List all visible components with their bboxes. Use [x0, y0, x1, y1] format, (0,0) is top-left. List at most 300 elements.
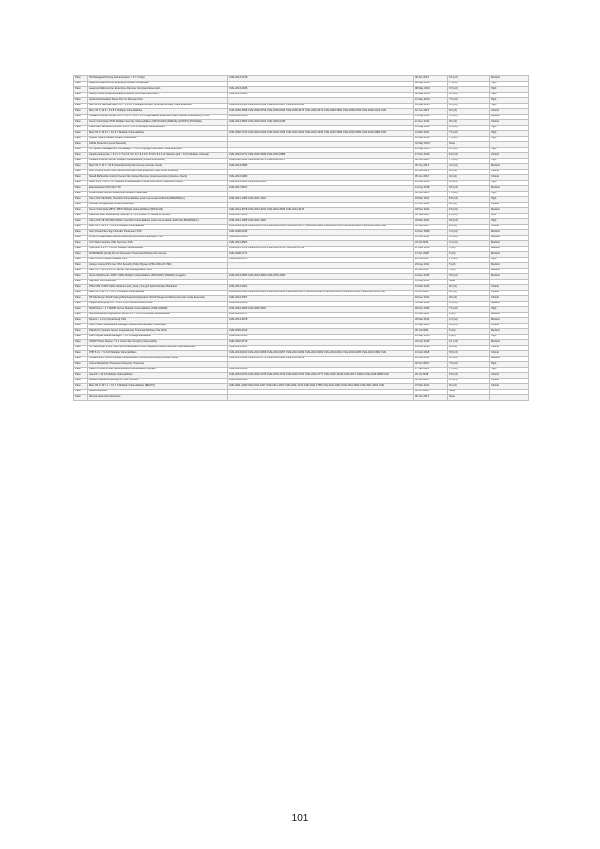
plugin-name-cell: Mac OS X 10.6 < 10.8.4 Multiple Vulnerabilities: [88, 109, 228, 115]
date-cell: 06 Jan 2014: [414, 395, 448, 401]
status-cell: Pass: [74, 340, 88, 346]
date-cell: 03 Nov 2009: [414, 307, 448, 313]
status-cell: Pass: [74, 323, 88, 329]
cvss-cell: 5 (v2): [448, 329, 490, 335]
severity-cell: Medium: [490, 312, 529, 318]
status-cell: Pass: [74, 114, 88, 120]
plugin-name-cell: Arkoa Detection: [88, 389, 228, 395]
plugin-name-cell: Mac OS X 10.5.x < 10.6.7 Multiple Vulnerabilities: [88, 131, 228, 137]
severity-cell: Medium: [490, 274, 529, 280]
date-cell: 11 May 2013: [414, 98, 448, 104]
cvss-cell: 6.8 (v2): [448, 208, 490, 214]
status-cell: Pass: [74, 307, 88, 313]
cve-cell: CVE-2013-2367: [228, 296, 414, 302]
status-cell: Pass: [74, 147, 88, 153]
date-cell: 15 Aug 2018: [414, 114, 448, 120]
cvss-cell: 10 (v2): [448, 224, 490, 230]
status-cell: Pass: [74, 389, 88, 395]
severity-cell: Critical: [490, 224, 529, 230]
cve-cell: CVE-2021-1385 CVE-2021-1601: [228, 197, 414, 203]
status-cell: Pass: [74, 164, 88, 170]
severity-cell: Medium: [490, 252, 529, 258]
plugin-name-cell: Apache Enterprise < 5.0 / 7 / 5.0.13 / 8 / 12 / 8.2.13 / 8.3.8 / 8.4.4 or Splunk Light < 6.5.6 Multiple Vulnerab: [88, 153, 228, 159]
cvss-cell: 8.8 (v3): [448, 153, 490, 159]
status-cell: Pass: [74, 169, 88, 175]
status-cell: Pass: [74, 103, 88, 109]
status-cell: Pass: [74, 334, 88, 340]
date-cell: 10 Jun 2013: [414, 109, 448, 115]
cvss-cell: 7.5 (v2): [448, 367, 490, 373]
severity-cell: Medium: [490, 114, 529, 120]
date-cell: 07 Dec 2015: [414, 246, 448, 252]
date-cell: 05 Jun 2013: [414, 164, 448, 170]
status-cell: Pass: [74, 158, 88, 164]
cvss-cell: None: [448, 142, 490, 148]
status-cell: Pass: [74, 92, 88, 98]
cve-cell: CVE-2016-8851 CVE-2016-8862: [228, 180, 414, 186]
date-cell: 22 Feb 2019: [414, 340, 448, 346]
severity-cell: High: [490, 334, 529, 340]
severity-cell: Critical: [490, 296, 529, 302]
cvss-cell: 4.9 (v2): [448, 164, 490, 170]
plugin-name-cell: BIND 9.9.x / 9.8.x / 9.7 Multiple Vulnerabilities (VMSA-2016-0017) (Remote Check): [88, 180, 228, 186]
cvss-cell: 7.8 (v2): [448, 362, 490, 368]
date-cell: 16 May 2013: [414, 103, 448, 109]
severity-cell: High: [490, 87, 529, 93]
cvss-cell: 10 (v2): [448, 290, 490, 296]
plugin-name-cell: Xerox ColorQube 8700 Multiple Security Vulnerabilities (XRX13-003) (FREAK) (GHOST) (POODLE): [88, 120, 228, 126]
severity-cell: Medium: [490, 318, 529, 324]
cvss-cell: 5 (v2): [448, 268, 490, 274]
cve-cell: CVE-2014-3078 CVE-2014-3231 CVE-2014-3523 CVE-2014-3470: [228, 208, 414, 214]
status-cell: Pass: [74, 367, 88, 373]
status-cell: Pass: [74, 109, 88, 115]
severity-cell: Medium: [490, 208, 529, 214]
cve-cell: CVE-2014-3566 CVE-2015-0204 CVE-2015-0235: [228, 120, 414, 126]
cve-cell: CVE-2013-6420 CVE-2013-6698 CVE-2013-6267 CVE-2013-6269 CVE-2013-6200 CVE-2013-6291 CVE-2013-6295 CVE-2013-6384 CVE: [228, 351, 414, 357]
severity-cell: High: [490, 98, 529, 104]
date-cell: 05 Jun 2011: [414, 224, 448, 230]
cvss-cell: 1.9 (v2): [448, 213, 490, 219]
date-cell: 05 Jun 2013: [414, 169, 448, 175]
cve-cell: CVE-2013-4613: [228, 367, 414, 373]
date-cell: 05 Aug 2016: [414, 125, 448, 131]
cvss-cell: 7.5 (v2): [448, 158, 490, 164]
cvss-cell: 5 (v2): [448, 263, 490, 269]
date-cell: 17 Apr 2008: [414, 252, 448, 258]
cvss-cell: 9.3 (v2): [448, 87, 490, 93]
cve-cell: CVE-2005-3416: [228, 329, 414, 335]
cve-cell: CVE-2016-6772 CVE-2016-0839 CVE-2016-0888: [228, 153, 414, 159]
status-cell: Pass: [74, 191, 88, 197]
cvss-cell: 4.3 (v2): [448, 230, 490, 236]
cvss-cell: 10 (v2): [448, 384, 490, 390]
date-cell: 12 Dec 2008: [414, 230, 448, 236]
severity-cell: High: [490, 362, 529, 368]
cve-cell: CVE-2015-1788 CVE-2015-1789 CVE-2015-1790 CVE-2015-1792: [228, 246, 414, 252]
severity-cell: Critical: [490, 285, 529, 291]
status-cell: Pass: [74, 345, 88, 351]
date-cell: 07 Nov 2014: [414, 202, 448, 208]
date-cell: 17 Nov 2016: [414, 153, 448, 159]
plugin-name-cell: Remote Extender Detection: [88, 395, 228, 401]
cve-cell: CVE-2017-6647: [228, 186, 414, 192]
status-cell: Pass: [74, 246, 88, 252]
status-cell: Pass: [74, 213, 88, 219]
severity-cell: High: [490, 219, 529, 225]
cve-cell: CVE-2016-0700 CVE-2016-4725 CVE-2016-4720 CVE-2016-0704 CVE-2016-4777 CVE-2016-11413 CVE-2017-13916 CVE-2016-3838 CVE: [228, 373, 414, 379]
cvss-cell: None: [448, 279, 490, 285]
cvss-cell: 7.5 (v2): [448, 307, 490, 313]
status-cell: Pass: [74, 180, 88, 186]
status-cell: Pass: [74, 153, 88, 159]
status-cell: Pass: [74, 98, 88, 104]
status-cell: Pass: [74, 76, 88, 82]
severity-cell: Critical: [490, 351, 529, 357]
plugin-name-cell: HP Managed Printing Administration < 2.7.0 SQLi: [88, 76, 228, 82]
plugin-name-cell: PlatoForm Upstate Server kxupload.asp Traversal Arbitrary File Write: [88, 329, 228, 335]
plugin-name-cell: Assorted Web Vulnerability Scanner 4 < 4.0.20080717 Denial of Service: [88, 213, 228, 219]
date-cell: 04 Jun 2013: [414, 158, 448, 164]
plugin-name-cell: Devicy Cloud (unauthenticated) Remote Command Execution: [88, 92, 228, 98]
date-cell: 31 May 2013: [414, 142, 448, 148]
date-cell: 20 Jul 2015: [414, 268, 448, 274]
date-cell: 19 Dec 2014: [414, 296, 448, 302]
cvss-cell: 9.3 (v2): [448, 103, 490, 109]
cve-cell: CVE-2006-7143 CVE-2010-0409 CVE-2010-1323 CVE-2010-1324 CVE-2010-1452 CVE-2010-2089 CVE-2010-3069 CVE-2010-3089 CVE: [228, 131, 414, 137]
plugin-name-cell: Juniper Space Default Default Credentials: [88, 136, 228, 142]
plugin-name-cell: VMware ESX / ESXi Multiple Vulnerabilities (VMSA-2013-0008) (remote check): [88, 356, 228, 362]
date-cell: 22 May 2013: [414, 147, 448, 153]
severity-cell: Critical: [490, 345, 529, 351]
severity-cell: Medium: [490, 301, 529, 307]
cvss-cell: 10 (v2): [448, 109, 490, 115]
plugin-name-cell: Mac OS X 10.8.x < 10.8.4 Multiple Vulnerabilities: [88, 224, 228, 230]
cve-cell: CVE-2011-2189 CVE-2011-3073 CVE-2013-0072: [228, 158, 414, 164]
plugin-name-cell: IBM SPSS SamplePower 3.0 < 3.0 FP 1 Multiple ActiveX Controls Arbitrary Code Execution: [88, 103, 228, 109]
plugin-name-cell: Axis Virtual Files Sign Handler Parameter XSS: [88, 230, 228, 236]
plugin-name-cell: Lasercat Mailcruncher Enterprise Default Credentials: [88, 81, 228, 87]
status-cell: Pass: [74, 384, 88, 390]
cvss-cell: 10 (v2): [448, 120, 490, 126]
status-cell: Pass: [74, 125, 88, 131]
cvss-cell: 6.5 (v2): [448, 76, 490, 82]
severity-cell: Critical: [490, 384, 529, 390]
plugin-name-cell: Sam 3.x < 14.5.3.6 FTP Server SSL Renegotiation DoS: [88, 268, 228, 274]
date-cell: 23 Mar 2021: [414, 219, 448, 225]
severity-cell: Medium: [490, 268, 529, 274]
severity-cell: Medium: [490, 241, 529, 247]
date-cell: 05 Jul 2005: [414, 329, 448, 335]
status-cell: Pass: [74, 81, 88, 87]
plugin-name-cell: Mac OS X 10.7.x < 10.7.3 Multiple Vulnerabilities: [88, 290, 228, 296]
cve-cell: CVE-2014-2321: [228, 285, 414, 291]
status-cell: Pass: [74, 202, 88, 208]
plugin-name-cell: Cisco IOS XE SD-WAN Buffer Overflow Vulnerabilities (cisco-sa-xesdwan-buffovrfw-B9NWW4xc): [88, 219, 228, 225]
date-cell: 12 Sep 2013: [414, 323, 448, 329]
cve-cell: CVE-2013-2218: [228, 76, 414, 82]
plugin-name-cell: IBM WebSphere Application Server 8.0 < 8.0.2.6 Multiple Vulnerabilities: [88, 312, 228, 318]
severity-cell: Medium: [490, 340, 529, 346]
severity-cell: Medium: [490, 329, 529, 335]
severity-cell: Critical: [490, 169, 529, 175]
cve-cell: CVE-2021-1385 CVE-2021-1601: [228, 219, 414, 225]
cve-cell: CVE-2013-1080: [228, 175, 414, 181]
plugin-name-cell: VLC Web Interface XML Services XSS: [88, 241, 228, 247]
cvss-cell: 9.8 (v3): [448, 180, 490, 186]
severity-cell: High: [490, 147, 529, 153]
cve-cell: CVE-2012-3536: [228, 334, 414, 340]
cvss-cell: 10 (v2): [448, 202, 490, 208]
severity-cell: Critical: [490, 120, 529, 126]
plugin-name-cell: SAP Control SOAP Web Service Remote Code Execution (SAP Note 1414066): [88, 169, 228, 175]
severity-cell: High: [490, 136, 529, 142]
cvss-cell: 5 (v2): [448, 312, 490, 318]
plugin-name-cell: Xerox WorkCentre 4250 / 4260 Multiple Vulnerabilities (XRX15AH) (FREAK) (Logjam): [88, 274, 228, 280]
plugin-name-cell: Ross Mac Networks WinVDD 8.8.4 < 8.8.15 Multiple Vulnerabilities: [88, 125, 228, 131]
cvss-cell: 9 (v2): [448, 334, 490, 340]
plugin-name-cell: Novell ZENworks Control Center File Upload Remote Code Execution (intrusive check): [88, 175, 228, 181]
severity-cell: High: [490, 197, 529, 203]
date-cell: 08 May 2013: [414, 81, 448, 87]
plugin-name-cell: OSWP Photo Station < 5.1 Cross-Site Scripting Vulnerability: [88, 340, 228, 346]
status-cell: Pass: [74, 290, 88, 296]
date-cell: 28 Mar 2014: [414, 318, 448, 324]
plugin-name-cell: macOS < 10.14 Multiple Vulnerabilities: [88, 373, 228, 379]
date-cell: 23 Mar 2021: [414, 197, 448, 203]
cvss-cell: 8.8 (v3): [448, 219, 490, 225]
date-cell: 23 Aug 2011: [414, 263, 448, 269]
status-cell: Pass: [74, 373, 88, 379]
cvss-cell: 9.3 (v2): [448, 147, 490, 153]
cve-cell: CVE-2014-3978: [228, 318, 414, 324]
plugin-name-cell: PHP 5.3.x < 5.3.23 Multiple Vulnerabilities: [88, 351, 228, 357]
cvss-cell: 5 (v2): [448, 246, 490, 252]
severity-cell: Critical: [490, 290, 529, 296]
date-cell: 03 Jan 2014: [414, 213, 448, 219]
plugin-name-cell: GroundWork Monitor Enterprise Default Credentials: [88, 191, 228, 197]
plugin-name-cell: Xerox ColorQube 8570 / 8870 Multiple Vulnerabilities (XRX14-06): [88, 208, 228, 214]
date-cell: 08 May 2013: [414, 92, 448, 98]
date-cell: 19 Dec 2014: [414, 345, 448, 351]
date-cell: 16 Feb 2014: [414, 235, 448, 241]
plugin-name-cell: Mac OS X 10.7.x < 10.7.2 Multiple Vulnerabilities (BEAST): [88, 384, 228, 390]
cve-cell: CVE-2007-4132: [228, 213, 414, 219]
status-cell: Pass: [74, 279, 88, 285]
severity-cell: High: [490, 191, 529, 197]
severity-cell: Critical: [490, 373, 529, 379]
date-cell: 27 Jan 2014: [414, 367, 448, 373]
cvss-cell: 10 (v2): [448, 345, 490, 351]
status-cell: Pass: [74, 301, 88, 307]
status-cell: Pass: [74, 136, 88, 142]
date-cell: 14 Mar 2014: [414, 285, 448, 291]
date-cell: 11 Dec 2015: [414, 274, 448, 280]
plugin-name-cell: Mac OS X 10.7 / 10.8 (Unauthorized) File Access (remote check): [88, 164, 228, 170]
cvss-cell: 7.8 (v2): [448, 136, 490, 142]
status-cell: Pass: [74, 318, 88, 324]
cvss-cell: 5 (v2): [448, 252, 490, 258]
severity-cell: High: [490, 158, 529, 164]
cve-cell: CVE-2013-1614 CVE-2013-1774 CVE-2013-3446 CVE-2013-3450: [228, 356, 414, 362]
cvss-cell: 7.5 (v2): [448, 98, 490, 104]
date-cell: 12 Aug 2018: [414, 186, 448, 192]
plugin-name-cell: Juniper Junos IPv6 over IPv4 Security Policy Bypass (PSN-2011-07-296): [88, 263, 228, 269]
severity-cell: High: [490, 125, 529, 131]
severity-cell: High: [490, 103, 529, 109]
date-cell: 23 Jul 2015: [414, 241, 448, 247]
severity-cell: Critical: [490, 323, 529, 329]
date-cell: 30 Apr 2013: [414, 76, 448, 82]
severity-cell: Critical: [490, 153, 529, 159]
date-cell: 29 Feb 2016: [414, 356, 448, 362]
plugin-name-cell: Cisco ONS Protocol Related XSS: [88, 257, 228, 263]
date-cell: 02 Oct 2016: [414, 362, 448, 368]
cvss-cell: 9.3 (v2): [448, 92, 490, 98]
cvss-cell: 8.8 (v3): [448, 351, 490, 357]
cve-cell: CVE-2013-4025: [228, 92, 414, 98]
plugin-name-cell: Puppet Enterprise 3.x < 3.1.3 STLO Reinforcement DoS: [88, 301, 228, 307]
severity-cell: Critical: [490, 202, 529, 208]
status-cell: Pass: [74, 362, 88, 368]
findings-table: [73, 75, 529, 401]
date-cell: 21 Mar 2011: [414, 131, 448, 137]
cvss-cell: 6.9 (v2): [448, 356, 490, 362]
status-cell: Pass: [74, 142, 88, 148]
cvss-cell: 9.8 (v3): [448, 373, 490, 379]
cve-cell: [228, 395, 414, 401]
cvss-cell: 6.8 (v2): [448, 125, 490, 131]
date-cell: 07 Mar 2011: [414, 384, 448, 390]
plugin-name-cell: ADOE Detection (Local Network): [88, 142, 228, 148]
date-cell: 20 Jul 2018: [414, 373, 448, 379]
date-cell: 11 Feb 2014: [414, 312, 448, 318]
cvss-cell: 9.8 (v3): [448, 378, 490, 384]
date-cell: 11 Dec 2014: [414, 120, 448, 126]
date-cell: 03 Nov 2014: [414, 208, 448, 214]
status-cell: Pass: [74, 378, 88, 384]
plugin-name-cell: Zimbra Collaboration Server autoCmp directories Parameter XSS: [88, 235, 228, 241]
severity-cell: Medium: [490, 356, 529, 362]
page-number: 101: [291, 813, 309, 824]
plugin-name-cell: Joomla! Unsupported Version Detection: [88, 202, 228, 208]
severity-cell: High: [490, 180, 529, 186]
cvss-cell: 10 (v2): [448, 175, 490, 181]
cvss-cell: 7.8 (v2): [448, 257, 490, 263]
cvss-cell: 10 (v2): [448, 169, 490, 175]
cve-cell: CVE-2010-1634 CVE-2010-2089 CVE-2011-0249 CVE-2011-0187 CVE-2011-0226 CVE-2011-0250 CVE-2011-0252 CVE-2011-1031 CVE: [228, 290, 414, 296]
date-cell: 10 Oct 2011: [414, 290, 448, 296]
cve-cell: CVE-2018-3646: [228, 114, 414, 120]
status-cell: Pass: [74, 208, 88, 214]
cve-cell: CVE-2013-0593 CVE-2013-0594 CVE-2013-0827 CVE-2013-0593: [228, 103, 414, 109]
severity-cell: Medium: [490, 186, 529, 192]
date-cell: 13 Mar 2013: [414, 136, 448, 142]
date-cell: 26 Jul 2013: [414, 257, 448, 263]
cve-cell: CVE-2013-2367: [228, 345, 414, 351]
plugin-name-cell: Cisco IOS XE Buffer Overflow Vulnerabilities (cisco-sa-xeseci-buffovrfw-B9NWW4xc): [88, 197, 228, 203]
cve-cell: CVE-2008-4236: [228, 230, 414, 236]
plugin-name-cell: HP SiteScope SOAP Call runOfflineRequest SOAP Request Arbitrary Remote Code Execution: [88, 345, 228, 351]
status-cell: Pass: [74, 285, 88, 291]
severity-cell: [490, 395, 529, 401]
cve-cell: CVE-2013-2566 CVE-2014-3660 CVE-2015-4000: [228, 274, 414, 280]
cve-cell: CVE-2013-6450: [228, 301, 414, 307]
cvss-cell: 6.1 (v3): [448, 340, 490, 346]
cvss-cell: 5.8 (v2): [448, 301, 490, 307]
plugin-name-cell: HP SiteScope SOAP Call getSiteScopeConfiguration SOAP Request Arbitrary Remote Code Execution: [88, 296, 228, 302]
cvss-cell: 8.8 (v3): [448, 323, 490, 329]
status-cell: Pass: [74, 87, 88, 93]
severity-cell: High: [490, 257, 529, 263]
plugin-name-cell: OpenSSL 1.0.1 < 1.0.2m Multiple Vulnerabilities: [88, 246, 228, 252]
plugin-name-cell: Android Embedded Telnet Port on Remote Host: [88, 98, 228, 104]
date-cell: 02 Oct 2016: [414, 389, 448, 395]
severity-cell: Low: [490, 213, 529, 219]
status-cell: Pass: [74, 219, 88, 225]
date-cell: 02 Oct 2016: [414, 378, 448, 384]
severity-cell: Medium: [490, 76, 529, 82]
cvss-cell: 5.6 (v2): [448, 114, 490, 120]
plugin-name-cell: Elephantparts SSH 2017.78: [88, 186, 228, 192]
cve-cell: CVE-2013-4035: [228, 87, 414, 93]
plugin-name-cell: HP System Management Homepage < 7.2.0.14 ginkgo Parameter Code Execution: [88, 147, 228, 153]
findings-table-body: [74, 76, 529, 401]
severity-cell: Medium: [490, 246, 529, 252]
cve-cell: CVE-2009-5138 CVE-2010-2732 CVE-2010-2812 CVE-2010-2877 CVE-2010-3880 CVE-2010-3789 CVE-2010-4623 CVE-2010-3866 CVE: [228, 224, 414, 230]
severity-cell: High: [490, 81, 529, 87]
severity-cell: Medium: [490, 235, 529, 241]
cvss-cell: 7.5 (v2): [448, 131, 490, 137]
status-cell: Pass: [74, 224, 88, 230]
status-cell: Pass: [74, 356, 88, 362]
cve-cell: CVE-2009-2747: [228, 312, 414, 318]
cve-cell: CVE-2018-3719: [228, 340, 414, 346]
date-cell: 31 Mar 2014: [414, 301, 448, 307]
status-cell: Pass: [74, 274, 88, 280]
plugin-name-cell: Default Password (abmuji) for 'root' Account: [88, 378, 228, 384]
cve-cell: CVE-2004-4608 CVE-2005-3661: [228, 307, 414, 313]
status-cell: Pass: [74, 235, 88, 241]
date-cell: 11 Feb 2018: [414, 351, 448, 357]
cvss-cell: None: [448, 389, 490, 395]
cve-cell: CVE-2013-1938: [228, 235, 414, 241]
severity-cell: High: [490, 92, 529, 98]
date-cell: 16 Sep 2013: [414, 334, 448, 340]
severity-cell: High: [490, 307, 529, 313]
cvss-cell: 7.5 (v2): [448, 81, 490, 87]
status-cell: Pass: [74, 268, 88, 274]
cvss-cell: None: [448, 395, 490, 401]
date-cell: 09 Jun 2013: [414, 191, 448, 197]
plugin-name-cell: Actica WebAdmin Parameter Directory Traversal: [88, 362, 228, 368]
status-cell: Pass: [74, 312, 88, 318]
cve-cell: CVE-1999-0502: [228, 378, 414, 384]
cve-cell: CVE-2013-3564: [228, 241, 414, 247]
severity-cell: High: [490, 131, 529, 137]
severity-cell: Medium: [490, 263, 529, 269]
plugin-name-cell: Lasercat Mailcruncher Enterprise Remote Command Execution: [88, 87, 228, 93]
cve-cell: CVE-2006-4558 CVE-2009-5796 CVE-2009-0643 CVE-2009-3473 CVE-2009-3474 CVE-2009-3954 CVE-2009-0793 CVE-2009-4124 CVE: [228, 109, 414, 115]
status-cell: Pass: [74, 257, 88, 263]
status-cell: Pass: [74, 186, 88, 192]
status-cell: Pass: [74, 175, 88, 181]
plugin-name-cell: VMware vCenter Server Multiple Vulnerabilities (VMSA-2013-0009): [88, 158, 228, 164]
severity-cell: Critical: [490, 175, 529, 181]
status-cell: Pass: [74, 351, 88, 357]
cvss-cell: 7.5 (v2): [448, 191, 490, 197]
cve-cell: CVE-2008-0978: [228, 257, 414, 263]
